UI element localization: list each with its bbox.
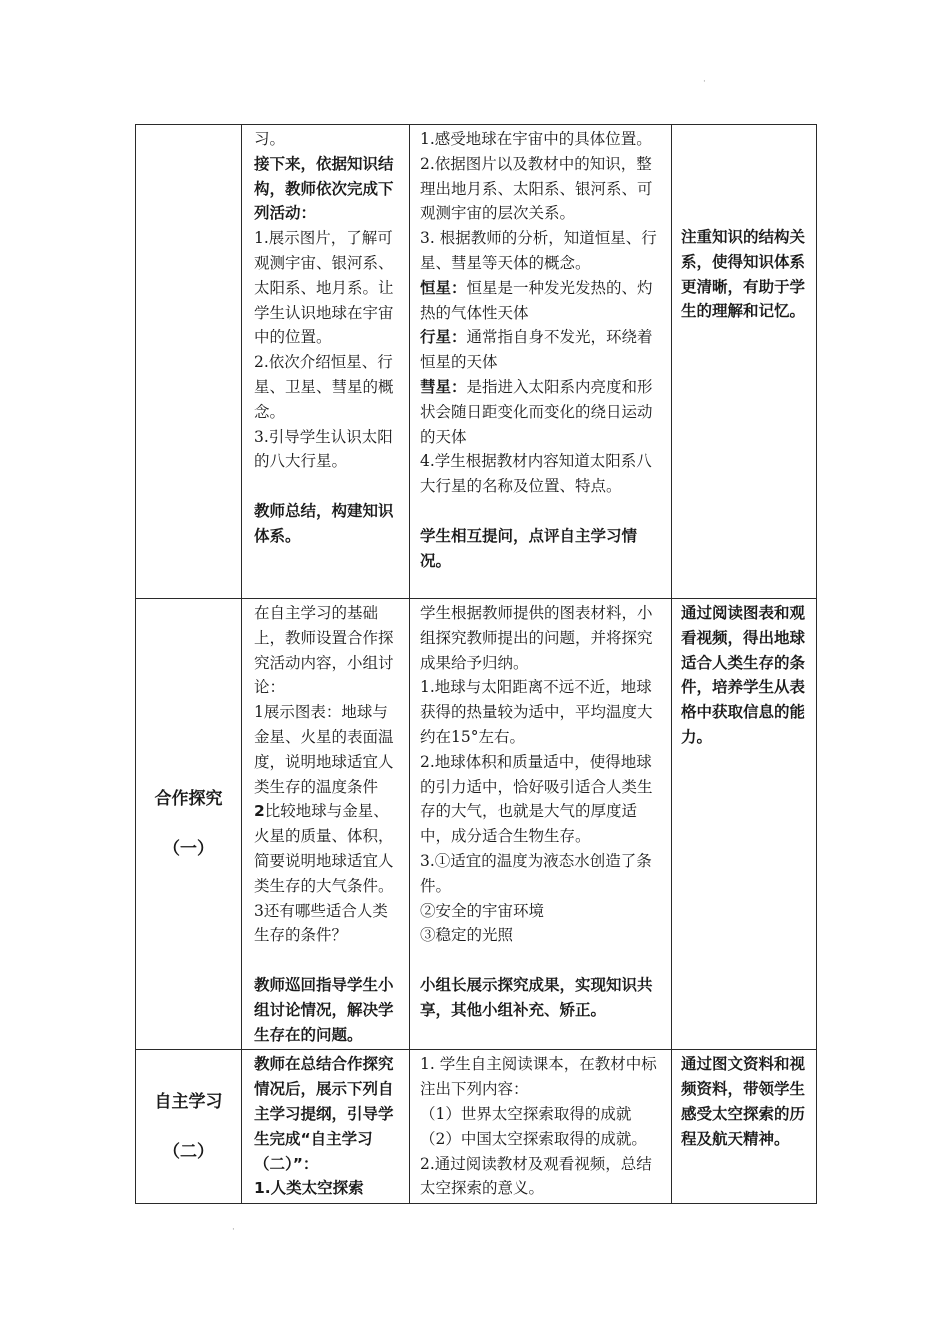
student-text: ②安全的宇宙环境 bbox=[420, 901, 545, 920]
student-text: 4.学生根据教材内容知道太阳系八大行星的名称及位置、特点。 bbox=[420, 452, 652, 496]
term-comet: 彗星： bbox=[420, 377, 467, 396]
student-text: 2.地球体积和质量适中，使得地球的引力适中，恰好吸引适合人类生存的大气，也就是大气的厚度适中，成分适合生物生存。 bbox=[420, 752, 653, 846]
definition-text: 是指进入太阳系内亮度和形状会随日距变化而变化的绕日运动的天体 bbox=[420, 377, 653, 446]
student-text: ③稳定的光照 bbox=[420, 926, 514, 945]
student-summary-bold: 小组长展示探究成果，实现知识共享，其他小组补充、矫正。 bbox=[420, 975, 653, 1019]
teacher-summary-bold: 教师巡回指导学生小组讨论情况，解决学生存在的问题。 bbox=[254, 975, 394, 1044]
student-text: 学生根据教师提供的图表材料，小组探究教师提出的问题，并将探究成果给予归纳。 bbox=[420, 604, 653, 672]
blank-line bbox=[420, 499, 663, 524]
definition-text: 恒星是一种发光发热的、灼热的气体性天体 bbox=[420, 278, 653, 322]
student-activity-cell bbox=[410, 599, 672, 1050]
item-number-bold: 2 bbox=[254, 802, 265, 821]
design-purpose-text: 注重知识的结构关系，使得知识体系更清晰，有助于学生的理解和记忆。 bbox=[681, 228, 806, 321]
design-purpose-cell bbox=[672, 599, 817, 1050]
student-summary-bold: 学生相互提问，点评自主学习情况。 bbox=[420, 526, 638, 570]
student-text: 2.通过阅读教材及观看视频，总结太空探索的意义。 bbox=[420, 1154, 652, 1198]
student-text: 1. 学生自主阅读课本，在教材中标注出下列内容： bbox=[420, 1055, 657, 1099]
table-row-self-study-continued bbox=[136, 125, 817, 599]
bottom-dot-mark: · bbox=[232, 1225, 235, 1235]
table-row-self-study-two bbox=[136, 1050, 817, 1204]
teacher-summary-bold: 教师总结，构建知识体系。 bbox=[254, 501, 394, 545]
student-text: 3.①适宜的温度为液态水创造了条件。 bbox=[420, 851, 652, 895]
student-activity-cell bbox=[410, 1050, 672, 1204]
teacher-text: 3还有哪些适合人类生存的条件？ bbox=[254, 901, 388, 945]
design-purpose-text: 通过图文资料和视频资料，带领学生感受太空探索的历程及航天精神。 bbox=[681, 1055, 806, 1148]
definition-comet bbox=[420, 375, 663, 449]
table-row-cooperative-inquiry bbox=[136, 599, 817, 1050]
student-text: 2.依据图片以及教材中的知识，整理出地月系、太阳系、银河系、可观测宇宙的层次关系。 bbox=[420, 154, 653, 223]
student-text: （1）世界太空探索取得的成就 bbox=[420, 1104, 632, 1123]
teacher-activity-cell bbox=[242, 1050, 410, 1204]
stage-label-sub: （二） bbox=[163, 1141, 214, 1162]
design-purpose-text: 通过阅读图表和观看视频，得出地球适合人类生存的条件，培养学生从表格中获取信息的能力。 bbox=[681, 604, 806, 746]
top-dot-mark: · bbox=[703, 77, 706, 87]
student-text: （2）中国太空探索取得的成就。 bbox=[420, 1129, 647, 1148]
blank-line bbox=[420, 948, 663, 973]
teacher-text: 在自主学习的基础上，教师设置合作探究活动内容，小组讨论： bbox=[254, 604, 394, 697]
definition-text: 通常指自身不发光，环绕着恒星的天体 bbox=[420, 328, 653, 372]
definition-planet bbox=[420, 325, 663, 375]
stage-label-cell bbox=[136, 1050, 242, 1204]
student-text: 1.地球与太阳距离不远不近，地球获得的热量较为适中，平均温度大约在15°左右。 bbox=[420, 678, 653, 746]
student-activity-cell bbox=[410, 125, 672, 599]
blank-line bbox=[254, 474, 402, 499]
design-purpose-cell bbox=[672, 1050, 817, 1204]
blank-line bbox=[254, 948, 402, 973]
teacher-text: 3.引导学生认识太阳的八大行星。 bbox=[254, 427, 393, 471]
stage-label-main: 合作探究 bbox=[154, 789, 223, 810]
term-planet: 行星： bbox=[420, 328, 467, 347]
teacher-text: 习。 bbox=[254, 130, 286, 148]
stage-label-main: 自主学习 bbox=[154, 1091, 223, 1112]
teacher-activity-cell bbox=[242, 599, 410, 1050]
student-text: 3. 根据教师的分析，知道恒星、行星、彗星等天体的概念。 bbox=[420, 229, 657, 272]
student-text: 1.感受地球在宇宙中的具体位置。 bbox=[420, 130, 652, 148]
teacher-text-bold: 1.人类太空探索 bbox=[254, 1179, 364, 1198]
term-star: 恒星： bbox=[420, 278, 467, 297]
design-purpose-cell bbox=[672, 125, 817, 599]
lesson-plan-table bbox=[135, 124, 817, 1204]
stage-label-sub: （一） bbox=[163, 839, 214, 860]
teacher-activity-cell bbox=[242, 125, 410, 599]
teacher-text bbox=[254, 799, 402, 898]
item-text: 比较地球与金星、火星的质量、体积，简要说明地球适宜人类生存的大气条件。 bbox=[254, 802, 394, 895]
teacher-text: 1.展示图片，了解可观测宇宙、银河系、太阳系、地月系。让学生认识地球在宇宙中的位置。 bbox=[254, 229, 394, 347]
teacher-text-bold: 接下来，依据知识结构，教师依次完成下列活动： bbox=[254, 154, 394, 223]
stage-label-cell bbox=[136, 125, 242, 599]
teacher-text-bold: 教师在总结合作探究情况后，展示下列自主学习提纲，引导学生完成“自主学习（二）”： bbox=[254, 1055, 394, 1173]
stage-label-cell bbox=[136, 599, 242, 1050]
teacher-text: 1展示图表：地球与金星、火星的表面温度，说明地球适宜人类生存的温度条件 bbox=[254, 703, 394, 796]
teacher-text: 2.依次介绍恒星、行星、卫星、彗星的概念。 bbox=[254, 353, 394, 421]
definition-star bbox=[420, 276, 663, 326]
